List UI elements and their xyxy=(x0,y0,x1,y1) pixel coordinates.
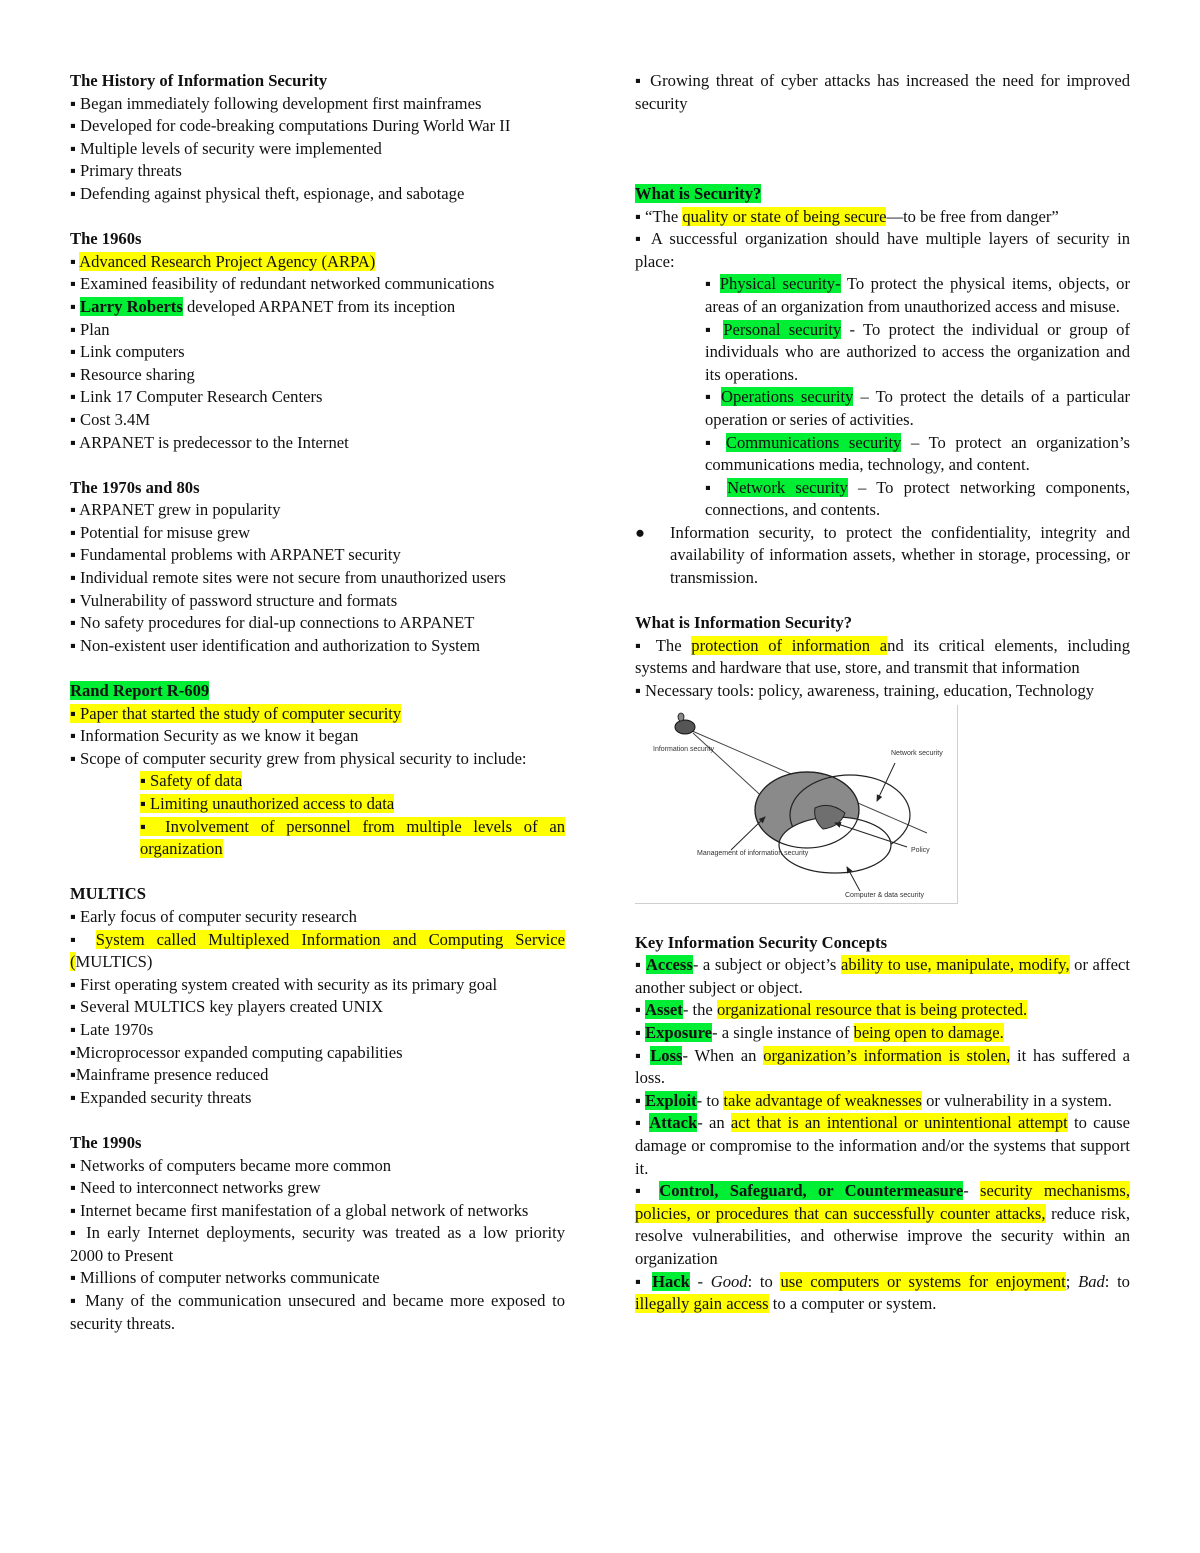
list-item: ▪ ARPANET grew in popularity xyxy=(70,500,281,520)
highlight-term: Control, Safeguard, or Countermeasure xyxy=(659,1181,964,1201)
list-item: ▪ Potential for misuse grew xyxy=(70,522,251,542)
list-item: ▪ Need to interconnect networks grew xyxy=(70,1178,321,1198)
list-item-text: nd its critical elements, including systems and hardware that use, store, and transmit that information xyxy=(635,635,1131,678)
highlight: ▪ Involvement of personnel from multiple levels of an organization xyxy=(140,816,565,859)
list-item: ▪ Examined feasibility of redundant networked communications xyxy=(70,274,495,294)
bullet: ▪ xyxy=(635,1181,660,1201)
highlight-term: Communications security xyxy=(725,432,902,452)
highlight: take advantage of weaknesses xyxy=(723,1090,922,1110)
label-computer-data-security: Computer & data security xyxy=(845,891,924,899)
heading-history: The History of Information Security xyxy=(70,71,328,90)
highlight: ▪ Safety of data xyxy=(140,771,243,791)
highlight: act that is an intentional or unintentional attempt xyxy=(730,1113,1068,1133)
concept-text: to cause damage or compromise to the information and/or the systems that support it. xyxy=(635,1113,1130,1178)
security-type-item: ▪ Physical security- To protect the physical items, objects, or areas of an organization from unauthorized access and misuse. xyxy=(705,274,1131,316)
bullet: ▪ xyxy=(635,1271,653,1291)
list-item: ▪ Several MULTICS key players created UNIX xyxy=(70,997,384,1017)
list-item: ▪ Vulnerability of password structure and formats xyxy=(70,590,398,610)
concept-text: or vulnerability in a system. xyxy=(921,1090,1112,1110)
security-components-diagram xyxy=(635,705,958,904)
highlight-term: Exposure xyxy=(645,1023,713,1042)
right-column xyxy=(635,70,1130,1316)
security-type-item: ▪ Network security – To protect networking components, connections, and contents. xyxy=(705,477,1130,520)
list-item-text: – To protect the details of a particular operation or series of activities. xyxy=(705,387,1130,429)
label-policy: Policy xyxy=(911,846,930,854)
heading-1990s: The 1990s xyxy=(70,1132,142,1152)
list-item: ▪ Link 17 Computer Research Centers xyxy=(70,387,323,407)
arrow-management xyxy=(731,817,765,850)
list-item: ▪ Information Security as we know it began xyxy=(70,726,359,746)
highlight-heading: What is Security? xyxy=(635,183,762,203)
list-item: ▪ Advanced Research Project Agency (ARPA) xyxy=(70,251,376,271)
highlight-term: Larry Roberts xyxy=(80,296,183,316)
concept-text: : to xyxy=(1104,1271,1130,1291)
label-management: Management of information security xyxy=(697,849,809,857)
list-item: ▪ ARPANET is predecessor to the Internet xyxy=(70,432,349,452)
security-type-item: ▪ Communications security – To protect an organization’s communications media, technology, and content. xyxy=(705,432,1131,475)
list-item: ▪ Larry Roberts developed ARPANET from its inception xyxy=(70,296,456,316)
list-item: ▪ System called Multiplexed Information and Computing Service (MULTICS) xyxy=(70,929,566,972)
highlight: Advanced Research Project Agency (ARPA) xyxy=(79,251,376,271)
list-item: ▪ Link computers xyxy=(70,342,185,362)
highlight-heading: Rand Report R-609 xyxy=(70,681,210,701)
highlight-term: Personal security xyxy=(723,319,842,339)
list-item-text: —to be free from danger” xyxy=(886,206,1059,226)
list-item: ▪ Expanded security threats xyxy=(70,1087,252,1107)
concept-loss xyxy=(635,1045,1130,1090)
highlight-term: Hack xyxy=(652,1271,690,1291)
left-column xyxy=(70,70,565,1335)
list-item-text: - To protect the individual or group of individuals who are authorized to access the organization and its operations. xyxy=(705,319,1131,384)
highlight-term: Asset xyxy=(645,1000,683,1020)
highlight: ▪ Paper that started the study of computer security xyxy=(70,703,402,723)
concept-text: - a single instance of xyxy=(712,1023,854,1042)
list-item: ▪ Fundamental problems with ARPANET security xyxy=(70,545,401,565)
list-item: ▪ No safety procedures for dial-up connections to ARPANET xyxy=(70,613,475,633)
highlight: being open to damage. xyxy=(853,1023,1004,1042)
concept-text-italic: Bad xyxy=(1078,1271,1105,1291)
bullet: ▪ xyxy=(635,1090,646,1110)
concept-text: - xyxy=(963,1181,981,1201)
list-item: ▪Microprocessor expanded computing capabilities xyxy=(70,1042,403,1062)
list-item: ▪ Internet became first manifestation of a global network of networks xyxy=(70,1200,529,1220)
bullet: ▪ xyxy=(635,955,646,975)
concept-attack xyxy=(635,1112,1130,1180)
concept-text: - the xyxy=(682,1000,717,1020)
highlight: use computers or systems for enjoyment xyxy=(780,1271,1066,1291)
list-item: ▪ Developed for code-breaking computations During World War II xyxy=(70,116,511,136)
concept-text: it has suffered a loss. xyxy=(635,1045,1131,1088)
list-item: ▪ First operating system created with security as its primary goal xyxy=(70,974,498,994)
highlight-term: Attack xyxy=(649,1113,698,1133)
bullet: ▪ xyxy=(635,1000,646,1020)
highlight-term: Exploit xyxy=(645,1090,697,1110)
viewer-icon xyxy=(675,713,695,734)
list-item: ▪ Early focus of computer security research xyxy=(70,906,357,926)
highlight: System called Multiplexed Information and Computing Service ( xyxy=(70,929,566,972)
highlight-term: Loss xyxy=(650,1045,683,1065)
heading-multics: MULTICS xyxy=(70,884,146,904)
list-item-text: ▪ The xyxy=(635,635,692,655)
list-item: ▪ Cost 3.4M xyxy=(70,409,151,429)
list-item: ▪ Multiple levels of security were implemented xyxy=(70,138,382,158)
list-item: ▪ Growing threat of cyber attacks has increased the need for improved security xyxy=(635,71,1130,113)
concept-text: reduce risk, resolve vulnerabilities, and otherwise improve the security within an organization xyxy=(635,1203,1130,1268)
list-item: ▪ Millions of computer networks communicate xyxy=(70,1268,380,1288)
sub-list-item xyxy=(70,793,565,816)
concept-asset xyxy=(635,999,1130,1022)
heading-rand-report xyxy=(70,680,565,703)
heading-1960s: The 1960s xyxy=(70,229,142,249)
concept-text: : to xyxy=(747,1271,781,1291)
list-item: ▪ Defending against physical theft, espionage, and sabotage xyxy=(70,183,465,203)
concept-text: to a computer or system. xyxy=(768,1294,937,1314)
concept-text: or affect another subject or object. xyxy=(635,955,1131,997)
bullet: ▪ xyxy=(635,1023,646,1042)
list-item-text: MULTICS) xyxy=(75,952,153,972)
list-item: ▪ Individual remote sites were not secure from unauthorized users xyxy=(70,568,506,588)
list-item: ▪ Primary threats xyxy=(70,161,182,181)
list-item-text: ▪ “The xyxy=(635,206,683,226)
list-item: ▪ Late 1970s xyxy=(70,1019,154,1039)
list-item xyxy=(635,635,1130,680)
concept-text: - xyxy=(689,1271,711,1291)
highlight: protection of information a xyxy=(691,635,888,655)
list-item: ▪ Resource sharing xyxy=(70,364,195,384)
list-item: ▪ Networks of computers became more common xyxy=(70,1155,392,1175)
bullet: ▪ xyxy=(635,1113,650,1133)
concept-text: ; xyxy=(1065,1271,1079,1291)
heading-what-is-info-security: What is Information Security? xyxy=(635,613,853,633)
list-item: ▪Mainframe presence reduced xyxy=(70,1065,269,1085)
list-item-text: To protect the physical items, objects, or areas of an organization from unauthorized access and misuse. xyxy=(705,274,1131,316)
list-item: ▪ Many of the communication unsecured and became more exposed to security threats. xyxy=(70,1291,565,1333)
highlight: organizational resource that is being protected. xyxy=(716,1000,1028,1020)
list-item-text: – To protect an organization’s communications media, technology, and content. xyxy=(705,432,1131,475)
list-item: ▪ Plan xyxy=(70,319,110,339)
heading-key-concepts: Key Information Security Concepts xyxy=(635,932,888,952)
list-item xyxy=(635,522,1130,590)
list-item: ▪ Began immediately following development first mainframes xyxy=(70,93,482,113)
concept-exploit xyxy=(635,1090,1130,1113)
highlight-term: Operations security xyxy=(720,387,854,407)
highlight: quality or state of being secure xyxy=(682,206,887,226)
list-item: ▪ In early Internet deployments, security was treated as a low priority 2000 to Present xyxy=(70,1223,565,1265)
sub-list-item xyxy=(70,770,565,793)
diagram-svg xyxy=(635,705,957,903)
heading-1970s-80s: The 1970s and 80s xyxy=(70,477,200,497)
label-information-security: Information security xyxy=(653,745,715,753)
list-item-text: – To protect networking components, connections, and contents. xyxy=(705,477,1130,520)
label-network-security: Network security xyxy=(891,749,943,757)
highlight-term: Physical security- xyxy=(719,274,841,294)
list-item: ▪ A successful organization should have multiple layers of security in place: xyxy=(635,229,1130,271)
highlight-term: Network security xyxy=(727,477,848,497)
security-type-item: ▪ Personal security - To protect the individual or group of individuals who are authorized to access the organization and its operations. xyxy=(705,319,1131,384)
concept-access xyxy=(635,954,1130,999)
security-type-item: ▪ Operations security – To protect the details of a particular operation or series of activities. xyxy=(705,387,1130,429)
list-item: ▪ Non-existent user identification and authorization to System xyxy=(70,635,481,655)
list-item xyxy=(70,703,565,726)
heading-what-is-security xyxy=(635,183,1130,206)
list-item-text: developed ARPANET from its inception xyxy=(182,296,456,316)
sub-list-item xyxy=(70,816,565,861)
highlight: organization’s information is stolen, xyxy=(763,1045,1011,1065)
concept-text: - a subject or object’s xyxy=(692,955,841,975)
highlight: ability to use, manipulate, modify, xyxy=(840,955,1070,975)
concept-text: - When an xyxy=(682,1045,764,1065)
highlight: illegally gain access xyxy=(635,1294,769,1314)
highlight: security mechanisms, policies, or procedures that can successfully counter attacks, xyxy=(635,1181,1130,1223)
concept-text-italic: Good xyxy=(710,1271,748,1291)
list-item xyxy=(635,206,1130,229)
concept-text: - an xyxy=(697,1113,731,1133)
concept-exposure xyxy=(635,1022,1130,1045)
list-item: ▪ Scope of computer security grew from physical security to include: xyxy=(70,748,527,768)
concept-text: - to xyxy=(696,1090,724,1110)
highlight-term: Access xyxy=(645,955,693,975)
bullet: ▪ xyxy=(635,1045,651,1065)
list-item-text: Information security, to protect the confidentiality, integrity and availability of information assets, whether in storage, processing, or transmission. xyxy=(670,522,1130,588)
highlight: ▪ Limiting unauthorized access to data xyxy=(140,794,395,813)
concept-hack xyxy=(635,1271,1130,1316)
concept-control xyxy=(635,1180,1130,1270)
arrow-network xyxy=(877,763,895,801)
list-item: ▪ Necessary tools: policy, awareness, training, education, Technology xyxy=(635,681,1095,701)
bullet-icon: ● xyxy=(635,522,646,542)
